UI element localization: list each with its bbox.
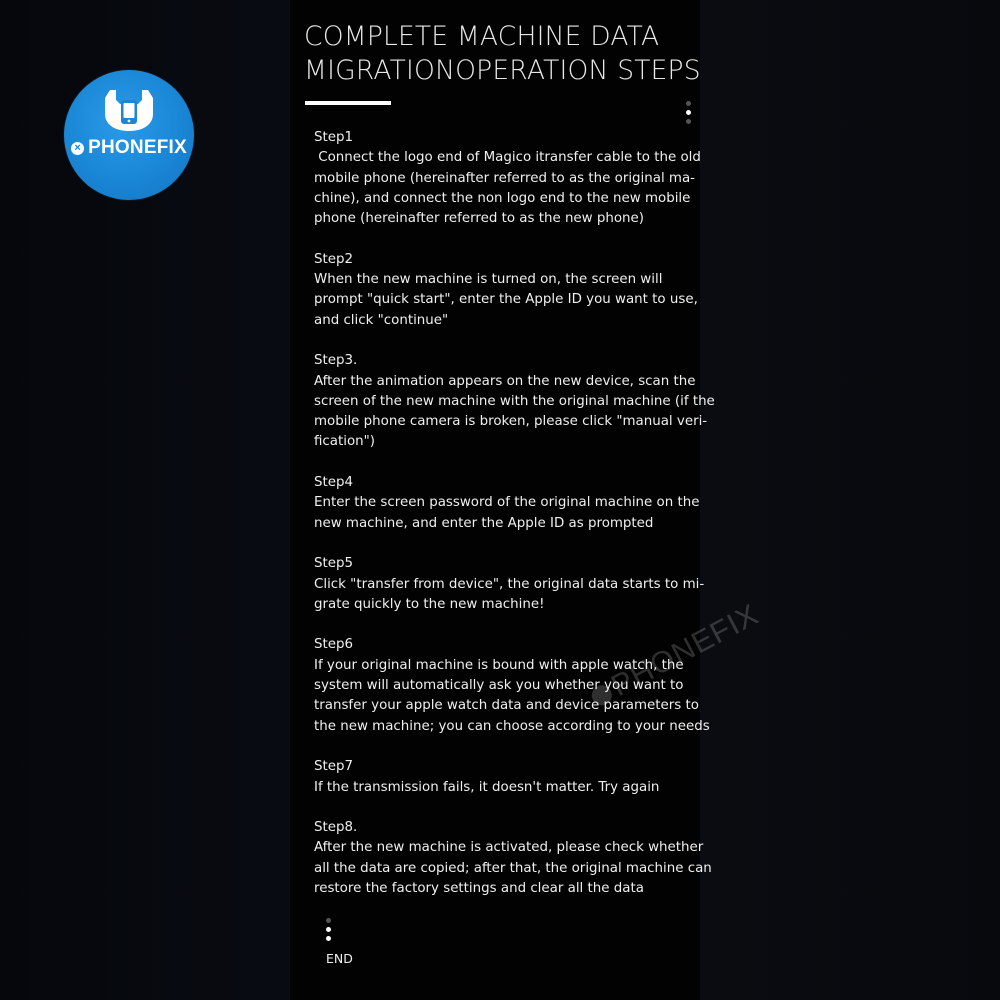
steps-list <box>314 128 715 920</box>
step-heading: Step3. <box>314 353 358 369</box>
vertical-dots-icon <box>326 916 331 943</box>
x-circle-icon: × <box>71 142 84 155</box>
step-heading: Step5 <box>314 556 354 572</box>
phone-wrench-icon <box>102 84 156 136</box>
step-3 <box>314 351 715 452</box>
logo-wordmark <box>68 137 190 159</box>
brand-name: PHONEFIX <box>88 137 187 158</box>
title-underline <box>305 101 391 105</box>
page-title <box>304 20 704 88</box>
step-4 <box>314 473 700 534</box>
step-text: the new machine; you can choose according to your needs <box>314 718 710 734</box>
step-5 <box>314 554 705 615</box>
title-line-1: COMPLETE MACHINE DATA <box>304 21 660 52</box>
step-heading: Step4 <box>314 475 354 491</box>
step-text: After the animation appears on the new device, scan the <box>314 373 696 389</box>
step-heading: Step2 <box>314 251 354 267</box>
step-1 <box>314 128 701 229</box>
vertical-dots-icon <box>686 99 691 126</box>
step-text: new machine, and enter the Apple ID as prompted <box>314 515 654 531</box>
step-text: restore the factory settings and clear all the data <box>314 880 644 896</box>
title-line-2: MIGRATIONOPERATION STEPS <box>304 55 701 86</box>
step-text: If the transmission fails, it doesn't matter. Try again <box>314 779 660 795</box>
step-text: Click "transfer from device", the original data starts to mi- <box>314 576 705 592</box>
step-2 <box>314 250 698 331</box>
step-text: transfer your apple watch data and device parameters to <box>314 698 699 714</box>
step-text: After the new machine is activated, please check whether <box>314 840 704 856</box>
step-text: grate quickly to the new machine! <box>314 596 545 612</box>
step-text: all the data are copied; after that, the original machine can <box>314 860 712 876</box>
step-text: fication") <box>314 434 376 450</box>
step-text: mobile phone camera is broken, please click "manual veri- <box>314 414 708 430</box>
phonefix-logo <box>64 70 194 200</box>
step-text: mobile phone (hereinafter referred to as the original ma- <box>314 170 696 186</box>
step-text: screen of the new machine with the original machine (if the <box>314 393 715 409</box>
step-text: prompt "quick start", enter the Apple ID you want to use, <box>314 292 698 308</box>
step-7 <box>314 757 694 798</box>
step-text: system will automatically ask you whether you want to <box>314 678 684 694</box>
step-text: Enter the screen password of the original machine on the <box>314 495 700 511</box>
step-text: phone (hereinafter referred to as the new phone) <box>314 211 645 227</box>
step-text: and click "continue" <box>314 312 449 328</box>
step-text: Connect the logo end of Magico itransfer cable to the old <box>314 150 701 166</box>
step-heading: Step7 <box>314 759 354 775</box>
step-text: chine), and connect the non logo end to the new mobile <box>314 190 691 206</box>
step-heading: Step8. <box>314 820 358 836</box>
step-8 <box>314 818 712 899</box>
watermark-text: PHONEFIX <box>606 597 765 703</box>
step-text: When the new machine is turned on, the screen will <box>314 272 663 288</box>
end-label: END <box>326 951 353 966</box>
step-heading: Step1 <box>314 130 354 145</box>
step-text: If your original machine is bound with apple watch, the <box>314 657 684 673</box>
step-heading: Step6 <box>314 637 354 653</box>
